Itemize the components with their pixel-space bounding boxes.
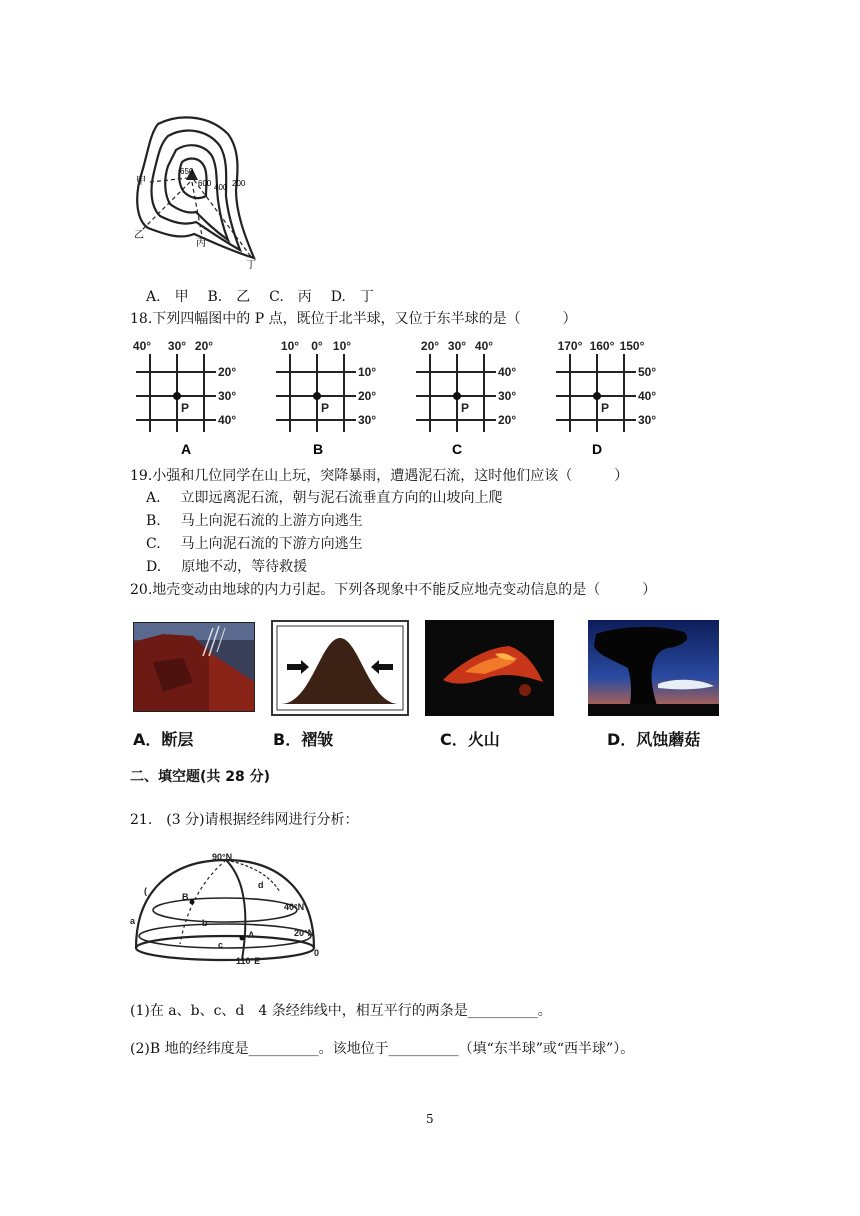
point-p xyxy=(313,392,321,400)
label-B: B xyxy=(182,892,189,902)
label-pole: 90°N xyxy=(212,852,233,862)
grid-caption: A xyxy=(180,441,192,457)
fault-photo[interactable] xyxy=(133,622,255,712)
page-number: 5 xyxy=(426,1112,434,1126)
grid-caption: C xyxy=(451,441,463,457)
label-jia: 甲 xyxy=(136,176,146,187)
right-label-2: 20° xyxy=(358,389,377,403)
top-label-2: 0° xyxy=(311,339,323,353)
right-label-3: 20° xyxy=(498,413,517,427)
q17-options xyxy=(146,287,374,307)
mushroom-rock-photo[interactable] xyxy=(588,620,719,716)
right-label-3: 30° xyxy=(638,413,657,427)
caption-mushroom-rock: D．风蚀蘑菇 xyxy=(607,730,701,749)
label-d: d xyxy=(258,880,264,890)
q19-option-c[interactable]: C. 马上向泥石流的下游方向逃生 xyxy=(146,536,363,552)
meridian-d xyxy=(226,860,280,892)
fold-diagram[interactable] xyxy=(271,620,409,716)
lat-40 xyxy=(153,898,297,922)
q21-stem: 21. (3 分)请根据经纬网进行分析： xyxy=(130,812,359,828)
q19-option-b[interactable]: B. 马上向泥石流的上游方向逃生 xyxy=(146,513,363,529)
grid-caption: D xyxy=(591,441,603,457)
q18-grid-a[interactable] xyxy=(132,338,252,460)
top-label-1: 20° xyxy=(420,339,440,353)
q17-option-b[interactable]: B. 乙 xyxy=(207,289,251,305)
point-b xyxy=(190,900,195,905)
grid-caption: B xyxy=(312,441,324,457)
point-p-label: P xyxy=(181,401,190,415)
point-p xyxy=(173,392,181,400)
right-label-3: 30° xyxy=(358,413,377,427)
label-200: 200 xyxy=(232,179,246,188)
caption-fault: A．断层 xyxy=(133,730,194,749)
top-label-3: 150° xyxy=(619,339,645,353)
meridian-110e xyxy=(226,860,245,960)
right-label-2: 30° xyxy=(218,389,237,403)
right-label-2: 30° xyxy=(498,389,517,403)
label-ding: 丁 xyxy=(246,260,256,270)
right-label-3: 40° xyxy=(218,413,237,427)
point-p xyxy=(593,392,601,400)
point-p-label: P xyxy=(461,401,470,415)
label-20n: 20°N xyxy=(294,928,315,938)
q19-stem: 19.小强和几位同学在山上玩，突降暴雨，遭遇泥石流，这时他们应该（ ） xyxy=(130,468,629,484)
caption-volcano: C．火山 xyxy=(440,730,500,749)
caption-fold: B．褶皱 xyxy=(273,730,334,749)
label-650: 650 xyxy=(180,167,194,176)
q18-stem: 18.下列四幅图中的 P 点，既位于北半球，又位于东半球的是（ ） xyxy=(130,311,577,327)
right-label-2: 40° xyxy=(638,389,657,403)
line-to-bing xyxy=(192,182,202,236)
label-equator: 0 xyxy=(314,948,320,958)
label-c: c xyxy=(218,940,224,950)
top-label-2: 160° xyxy=(589,339,615,353)
point-p-label: P xyxy=(601,401,610,415)
q18-grid-b[interactable] xyxy=(272,338,392,460)
top-label-1: 40° xyxy=(132,339,152,353)
lat-long-globe xyxy=(130,852,326,968)
top-label-2: 30° xyxy=(167,339,187,353)
q18-grid-d[interactable] xyxy=(552,338,676,460)
top-label-1: 170° xyxy=(557,339,583,353)
q21-sub2: (2)B 地的经纬度是__________。该地位于__________（填“东半球”或“西半球”）。 xyxy=(130,1041,635,1057)
label-b: b xyxy=(202,918,208,928)
label-a: a xyxy=(130,916,136,926)
point-a xyxy=(240,936,245,941)
right-label-1: 50° xyxy=(638,365,657,379)
label-paren: ( xyxy=(144,886,147,896)
top-label-3: 10° xyxy=(332,339,352,353)
top-label-1: 10° xyxy=(280,339,300,353)
right-label-1: 20° xyxy=(218,365,237,379)
label-600: 600 xyxy=(198,179,212,188)
label-110e: 110°E xyxy=(236,956,261,966)
section-title: 二、填空题(共 28 分) xyxy=(130,769,271,785)
q19-option-d[interactable]: D. 原地不动，等待救援 xyxy=(146,559,308,575)
label-A: A xyxy=(248,930,255,940)
q21-sub1: (1)在 a、b、c、d 4 条经纬线中，相互平行的两条是__________。 xyxy=(130,1003,552,1019)
q19-option-a[interactable]: A. 立即远离泥石流，朝与泥石流垂直方向的山坡向上爬 xyxy=(146,490,503,506)
top-label-3: 20° xyxy=(194,339,214,353)
label-400: 400 xyxy=(214,183,228,192)
q20-stem: 20.地壳变动由地球的内力引起。下列各现象中不能反应地壳变动信息的是（ ） xyxy=(130,582,657,598)
label-bing: 丙 xyxy=(196,238,206,249)
line-to-jia xyxy=(150,178,188,182)
meridian-dashed xyxy=(180,860,226,944)
right-label-1: 40° xyxy=(498,365,517,379)
q17-option-d[interactable]: D. 丁 xyxy=(330,289,374,305)
right-label-1: 10° xyxy=(358,365,377,379)
label-40n: 40°N xyxy=(284,902,305,912)
q17-option-a[interactable]: A. 甲 xyxy=(146,289,189,305)
q18-grid-c[interactable] xyxy=(412,338,532,460)
top-label-3: 40° xyxy=(474,339,494,353)
label-yi: 乙 xyxy=(134,230,144,241)
volcano-photo[interactable] xyxy=(425,620,554,716)
point-p-label: P xyxy=(321,401,330,415)
q17-option-c[interactable]: C. 丙 xyxy=(269,289,312,305)
contour-map xyxy=(128,112,268,270)
top-label-2: 30° xyxy=(447,339,467,353)
point-p xyxy=(453,392,461,400)
